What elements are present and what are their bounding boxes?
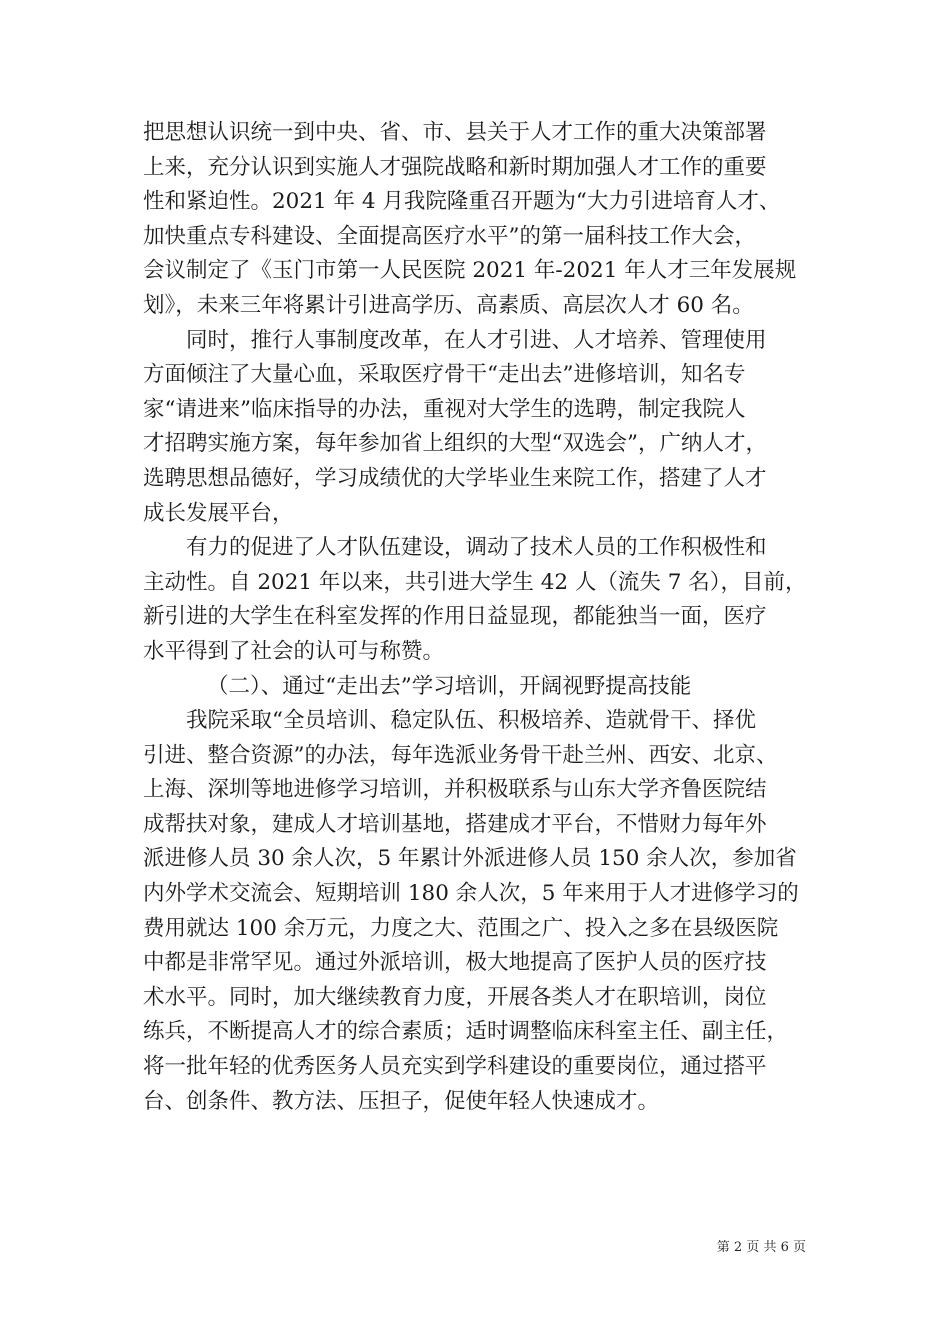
text-line: 成帮扶对象，建成人才培训基地，搭建成才平台，不惜财力每年外 bbox=[143, 811, 767, 837]
text-line: 成长发展平台， bbox=[143, 500, 294, 526]
text-line: 才招聘实施方案，每年参加省上组织的大型“双选会”，广纳人才， bbox=[143, 431, 767, 457]
text-line: 家“请进来”临床指导的办法，重视对大学生的选聘，制定我院人 bbox=[143, 396, 746, 422]
text-line: 术水平。同时，加大继续教育力度，开展各类人才在职培训，岗位 bbox=[143, 984, 767, 1010]
text-line: 新引进的大学生在科室发挥的作用日益显现，都能独当一面，医疗 bbox=[143, 604, 767, 630]
text-line: 内外学术交流会、短期培训 180 余人次，5 年来用于人才进修学习的 bbox=[143, 881, 799, 907]
text-line: 加快重点专科建设、全面提高医疗水平”的第一届科技工作大会， bbox=[143, 223, 756, 249]
text-line: 引进、整合资源”的办法，每年选派业务骨干赴兰州、西安、北京、 bbox=[143, 742, 778, 768]
document-body bbox=[143, 116, 823, 1119]
text-line: 主动性。自 2021 年以来，共引进大学生 42 人（流失 7 名），目前， bbox=[143, 569, 807, 595]
text-line: 方面倾注了大量心血，采取医疗骨干“走出去”进修培训，知名专 bbox=[143, 362, 746, 388]
paragraph-first-line: 同时，推行人事制度改革，在人才引进、人才培养、管理使用 bbox=[186, 327, 767, 353]
text-line: 中都是非常罕见。通过外派培训，极大地提高了医护人员的医疗技 bbox=[143, 950, 767, 976]
text-line: 选聘思想品德好，学习成绩优的大学毕业生来院工作，搭建了人才 bbox=[143, 465, 767, 491]
section-heading: （二）、通过“走出去”学习培训，开阔视野提高技能 bbox=[207, 673, 692, 699]
text-line: 费用就达 100 余万元，力度之大、范围之广、投入之多在县级医院 bbox=[143, 915, 779, 941]
text-line: 练兵，不断提高人才的综合素质；适时调整临床科室主任、副主任， bbox=[143, 1019, 789, 1045]
text-line: 性和紧迫性。2021 年 4 月我院隆重召开题为“大力引进培育人才、 bbox=[143, 189, 781, 215]
text-line: 划》，未来三年将累计引进高学历、高素质、高层次人才 60 名。 bbox=[143, 292, 754, 318]
page-number: 第 2 页 共 6 页 bbox=[716, 1240, 806, 1255]
paragraph-first-line: 我院采取“全员培训、稳定队伍、积极培养、造就骨干、择优 bbox=[186, 708, 756, 734]
text-line: 台、创条件、教方法、压担子，促使年轻人快速成才。 bbox=[143, 1088, 660, 1114]
text-line: 上来，充分认识到实施人才强院战略和新时期加强人才工作的重要 bbox=[143, 154, 767, 180]
text-line: 会议制定了《玉门市第一人民医院 2021 年-2021 年人才三年发展规 bbox=[143, 258, 797, 284]
paragraph-first-line: 有力的促进了人才队伍建设，调动了技术人员的工作积极性和 bbox=[186, 535, 767, 561]
text-line: 将一批年轻的优秀医务人员充实到学科建设的重要岗位，通过搭平 bbox=[143, 1054, 767, 1080]
text-line: 水平得到了社会的认可与称赞。 bbox=[143, 638, 445, 664]
text-line: 把思想认识统一到中央、省、市、县关于人才工作的重大决策部署 bbox=[143, 120, 767, 145]
text-line: 派进修人员 30 余人次，5 年累计外派进修人员 150 余人次，参加省 bbox=[143, 846, 797, 872]
text-line: 上海、深圳等地进修学习培训，并积极联系与山东大学齐鲁医院结 bbox=[143, 777, 767, 803]
